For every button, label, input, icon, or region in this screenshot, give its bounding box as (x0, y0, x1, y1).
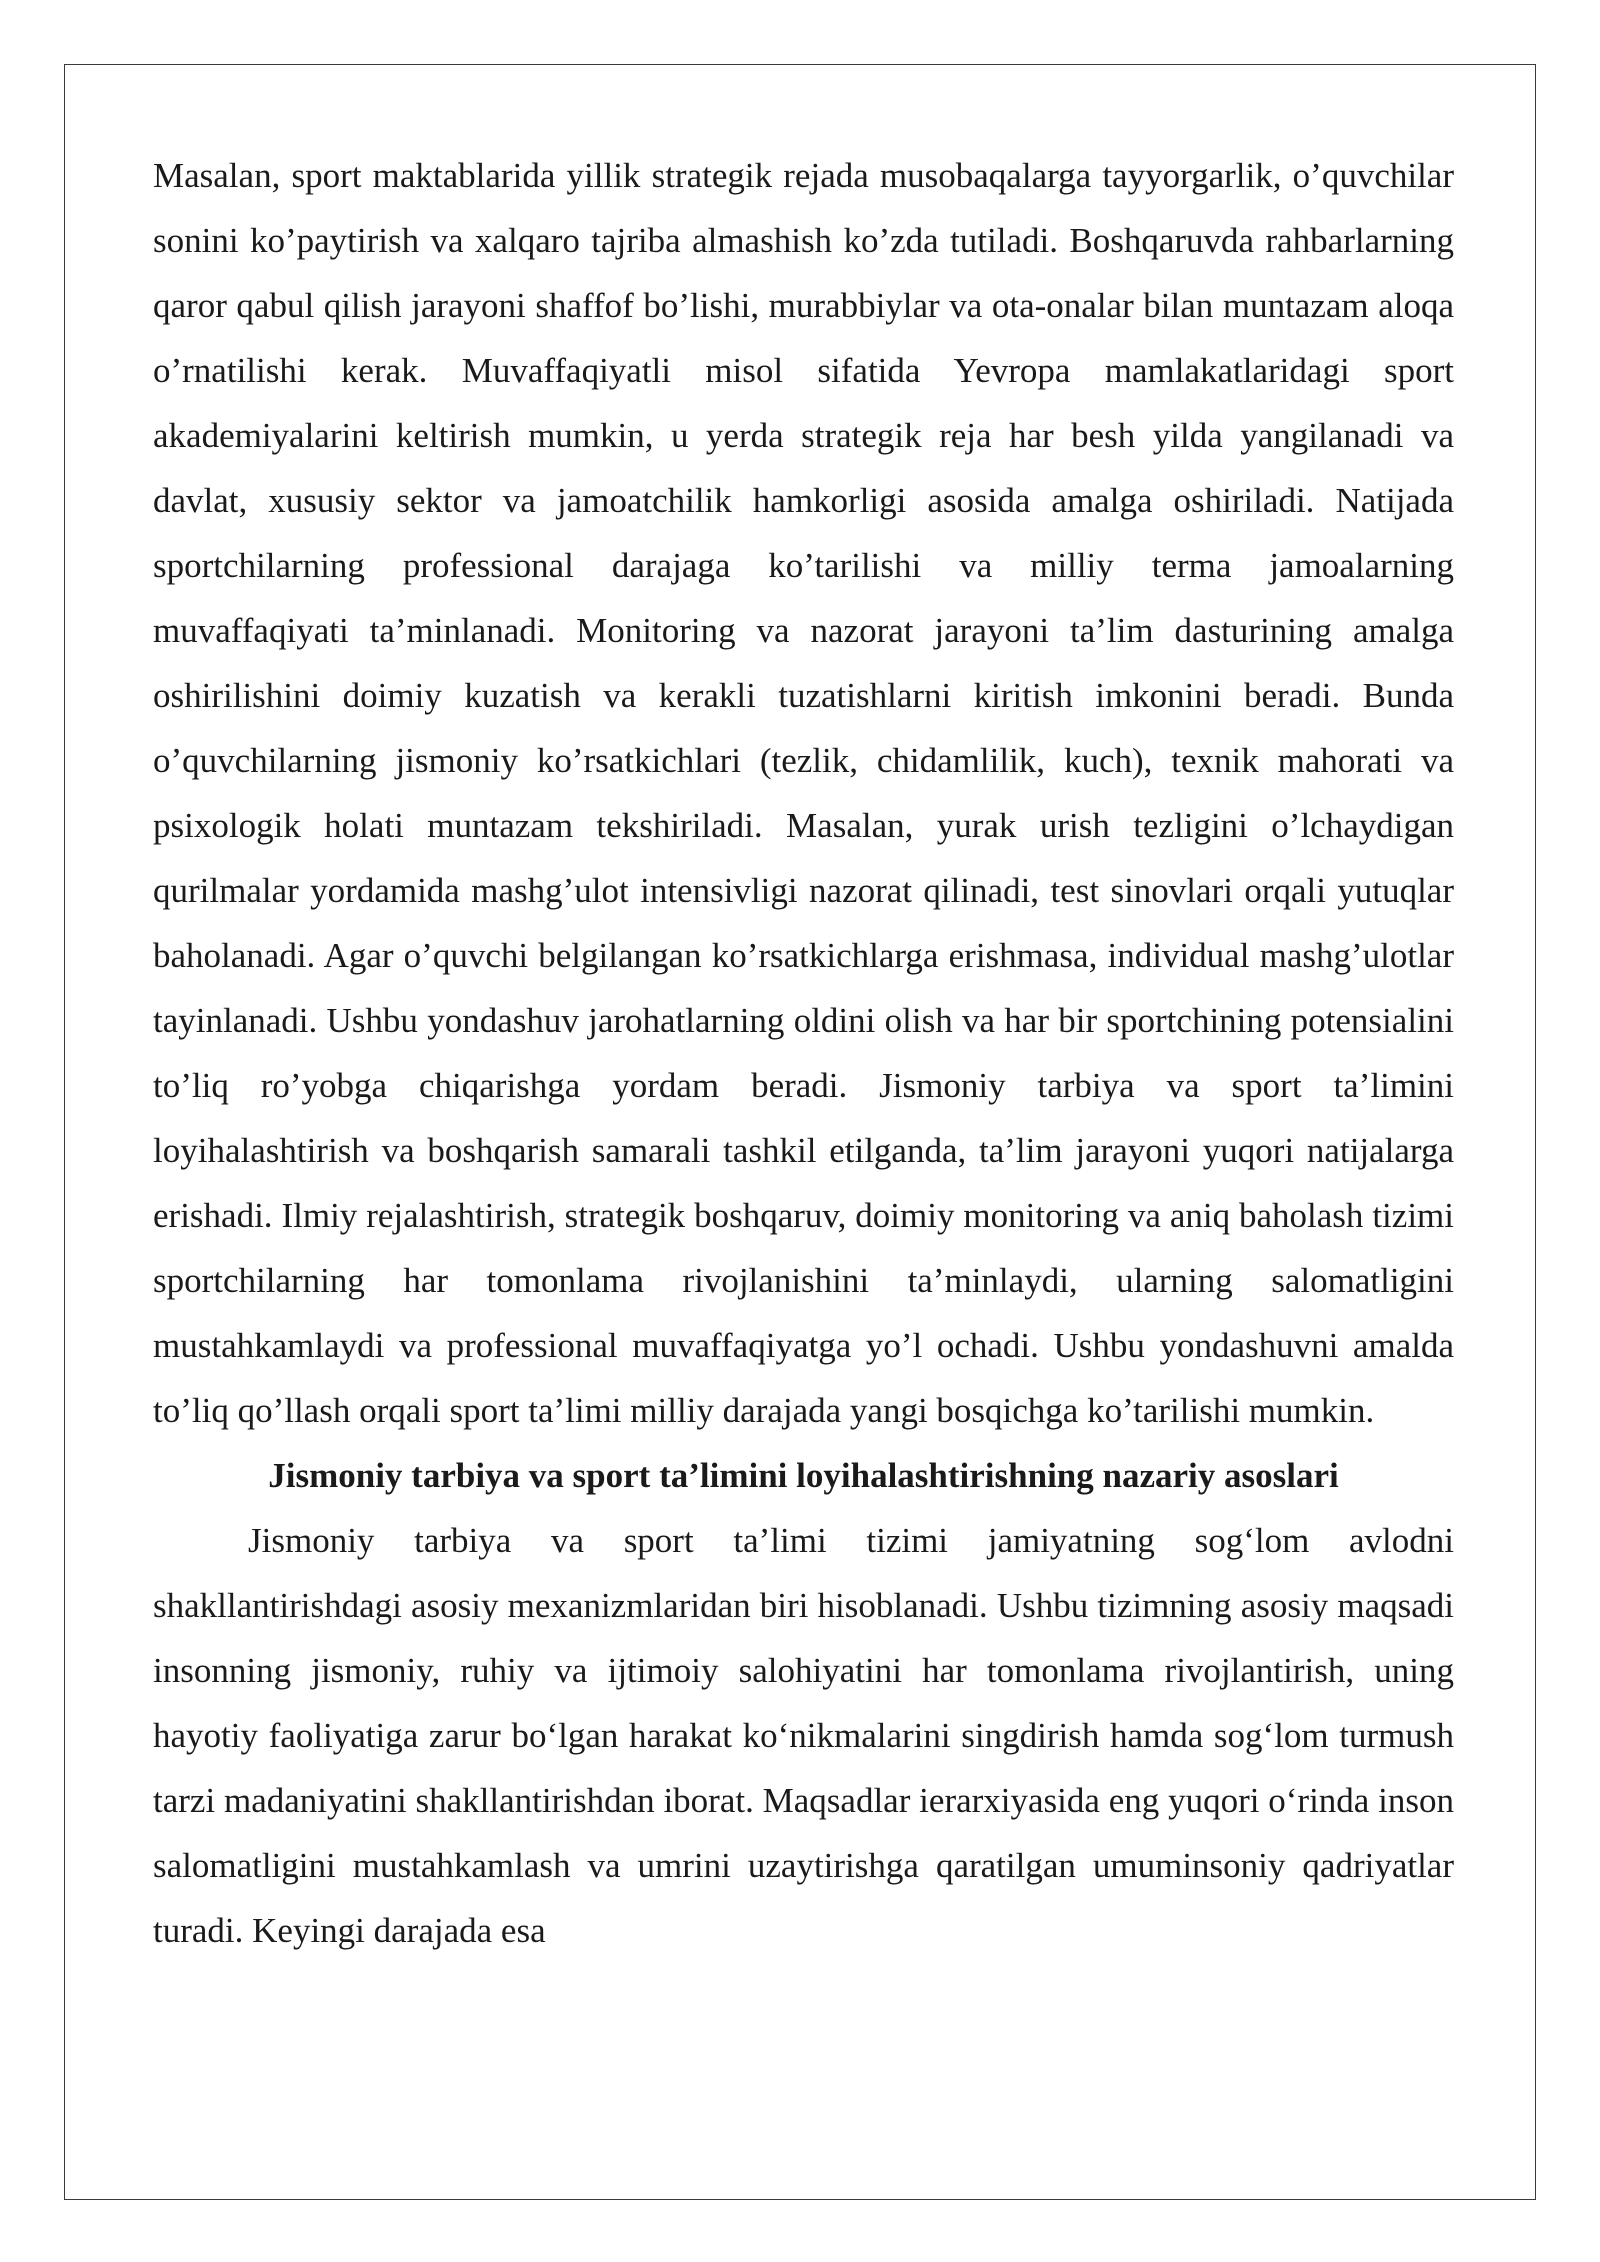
body-paragraph-1: Masalan, sport maktablarida yillik strategik rejada musobaqalarga tayyorgarlik, o’quvchilar sonini ko’paytirish va xalqaro tajriba almashish ko’zda tutiladi. Boshqaruvda rahbarlarning qaror qabul qilish jarayoni shaffof bo’lishi, murabbiylar va ota-onalar bilan muntazam aloqa o’rnatilishi kerak. Muvaffaqiyatli misol sifatida Yevropa mamlakatlaridagi sport akademiyalarini keltirish mumkin, u yerda strategik reja har besh yilda yangilanadi va davlat, xususiy sektor va jamoatchilik hamkorligi asosida amalga oshiriladi. Natijada sportchilarning professional darajaga ko’tarilishi va milliy terma jamoalarning muvaffaqiyati ta’minlanadi. Monitoring va nazorat jarayoni ta’lim dasturining amalga oshirilishini doimiy kuzatish va kerakli tuzatishlarni kiritish imkonini beradi. Bunda o’quvchilarning jismoniy ko’rsatkichlari (tezlik, chidamlilik, kuch), texnik mahorati va psixologik holati muntazam tekshiriladi. Masalan, yurak urish tezligini o’lchaydigan qurilmalar yordamida mashg’ulot intensivligi nazorat qilinadi, test sinovlari orqali yutuqlar baholanadi. Agar o’quvchi belgilangan ko’rsatkichlarga erishmasa, individual mashg’ulotlar tayinlanadi. Ushbu yondashuv jarohatlarning oldini olish va har bir sportchining potensialini to’liq ro’yobga chiqarishga yordam beradi. Jismoniy tarbiya va sport ta’limini loyihalashtirish va boshqarish samarali tashkil etilganda, ta’lim jarayoni yuqori natijalarga erishadi. Ilmiy rejalashtirish, strategik boshqaruv, doimiy monitoring va aniq baholash tizimi sportchilarning har tomonlama rivojlanishini ta’minlaydi, ularning salomatligini mustahkamlaydi va professional muvaffaqiyatga yo’l ochadi. Ushbu yondashuvni amalda to’liq qo’llash orqali sport ta’limi milliy darajada yangi bosqichga ko’tarilishi mumkin. (153, 156, 1454, 1430)
section-heading: Jismoniy tarbiya va sport ta’limini loyihalashtirishning nazariy asoslari (268, 1456, 1339, 1495)
body-paragraph-2: Jismoniy tarbiya va sport ta’limi tizimi jamiyatning sog‘lom avlodni shakllantirishdagi asosiy mexanizmlaridan biri hisoblanadi. Ushbu tizimning asosiy maqsadi insonning jismoniy, ruhiy va ijtimoiy salohiyatini har tomonlama rivojlantirish, uning hayotiy faoliyatiga zarur bo‘lgan harakat ko‘nikmalarini singdirish hamda sog‘lom turmush tarzi madaniyatini shakllantirishdan iborat. Maqsadlar ierarxiyasida eng yuqori o‘rinda inson salomatligini mustahkamlash va umrini uzaytirishga qaratilgan umuminsoniy qadriyatlar turadi. Keyingi darajada esa (153, 1521, 1454, 1950)
document-body (153, 143, 1454, 1963)
